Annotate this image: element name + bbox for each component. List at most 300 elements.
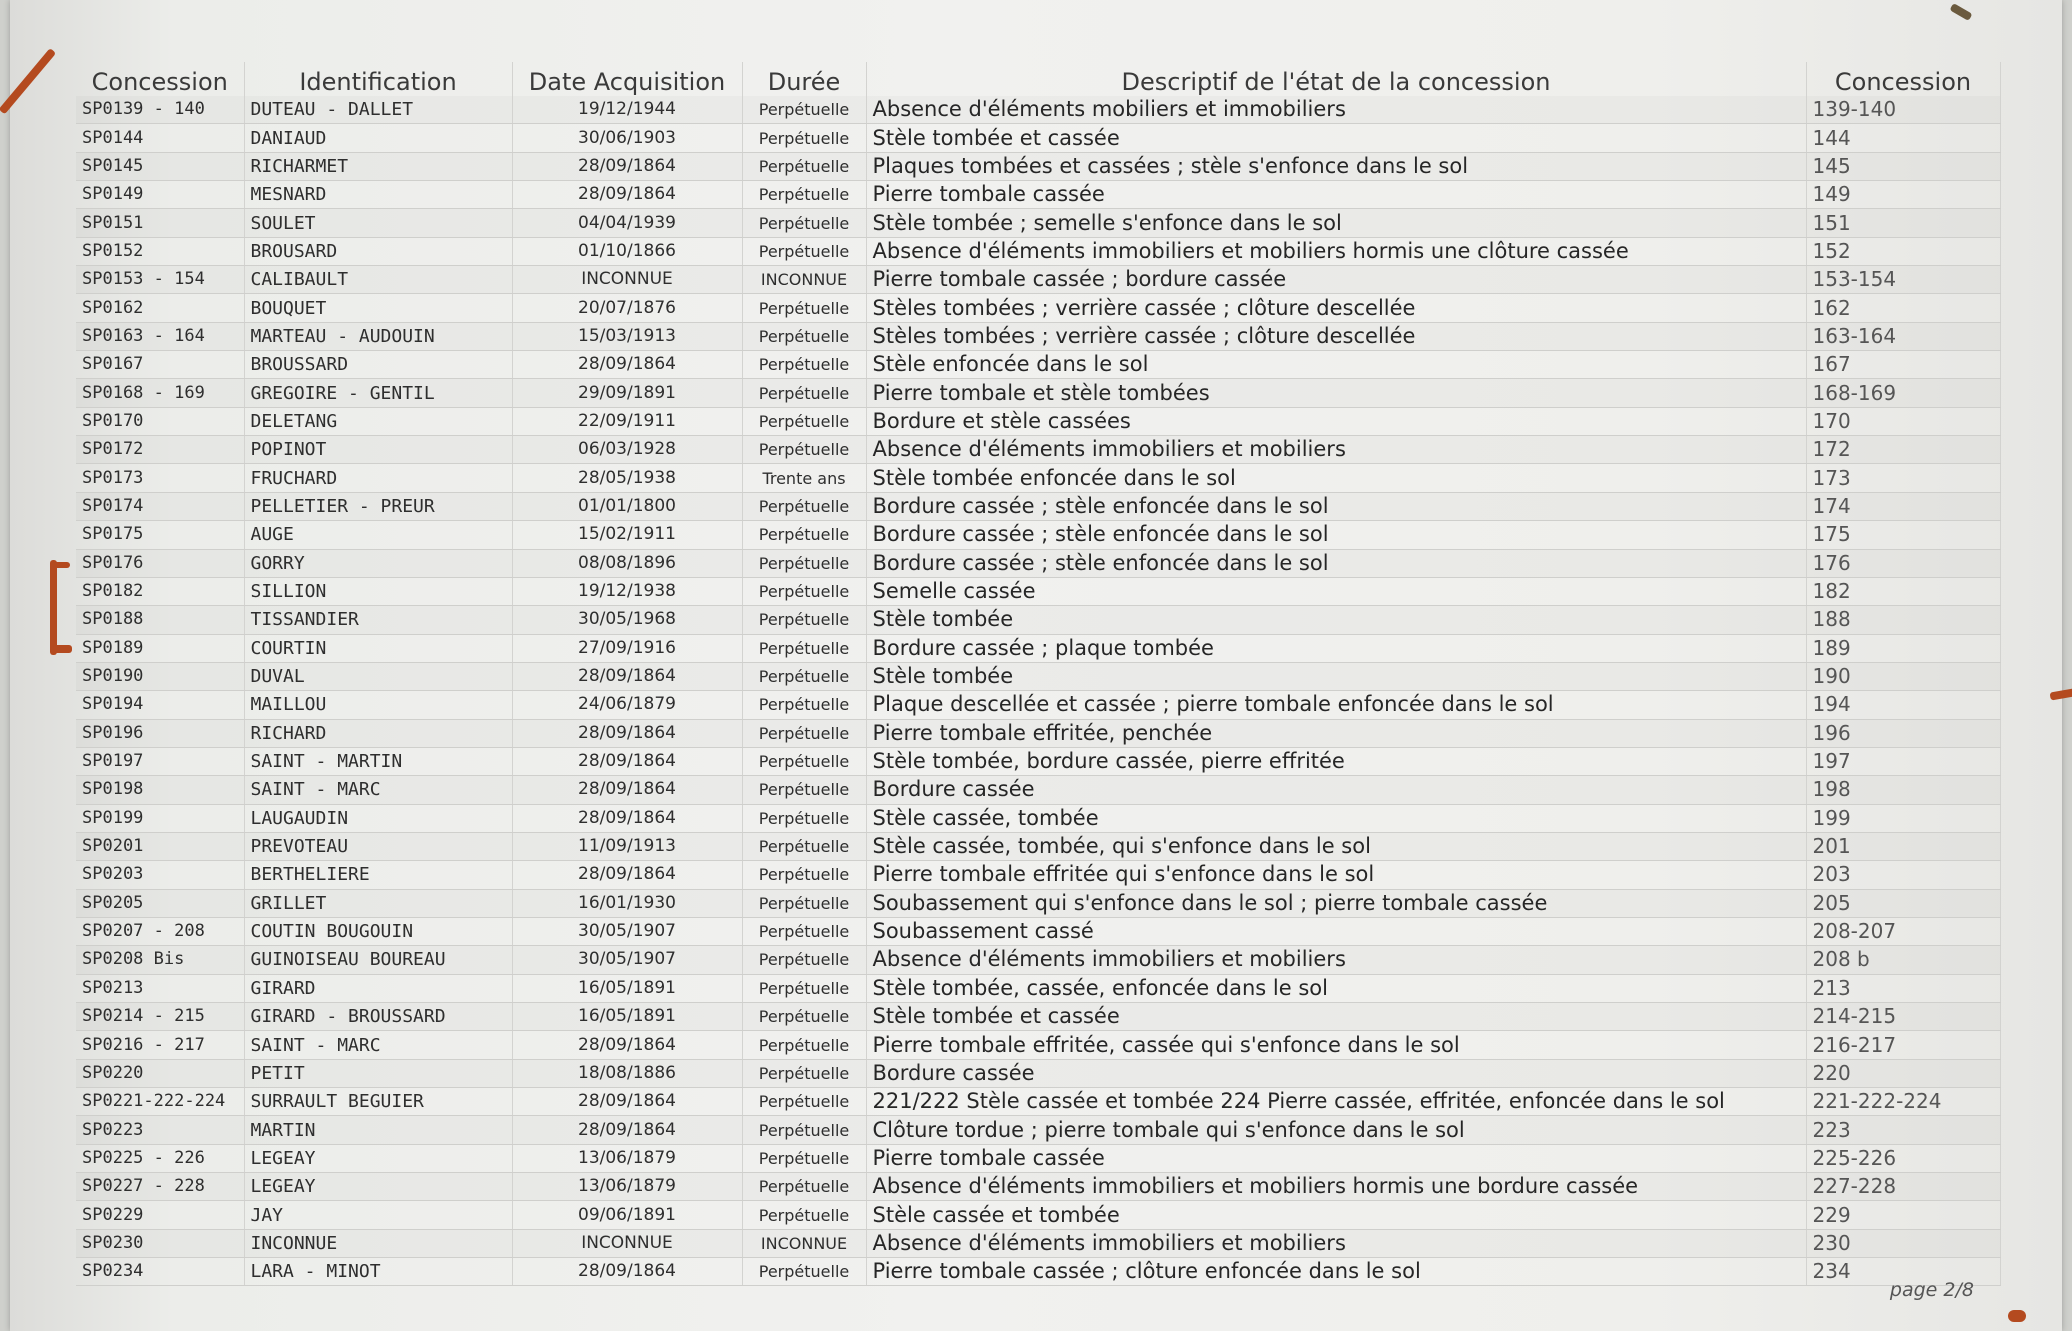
cell-identification: COURTIN [244,634,512,662]
cell-identification: FRUCHARD [244,464,512,492]
cell-date-acquisition: 16/05/1891 [512,974,742,1002]
cell-duree: Perpétuelle [742,946,866,974]
cell-identification: GORRY [244,549,512,577]
cell-concession-id: SP0168 - 169 [76,379,244,407]
cell-concession-number: 162 [1806,294,2000,322]
cell-concession-id: SP0189 [76,634,244,662]
cell-concession-id: SP0175 [76,521,244,549]
cell-duree: Perpétuelle [742,776,866,804]
cell-identification: MAILLOU [244,691,512,719]
cell-concession-number: 149 [1806,181,2000,209]
cell-descriptif: Absence d'éléments immobiliers et mobiliers hormis une bordure cassée [866,1173,1806,1201]
cell-descriptif: Stèle enfoncée dans le sol [866,351,1806,379]
cell-concession-number: 182 [1806,577,2000,605]
cell-identification: LAUGAUDIN [244,804,512,832]
column-header-date: Date Acquisition [512,62,742,96]
cell-duree: INCONNUE [742,266,866,294]
cell-date-acquisition: 01/01/1800 [512,492,742,520]
cell-duree: Perpétuelle [742,691,866,719]
cell-duree: Perpétuelle [742,1201,866,1229]
cell-duree: Perpétuelle [742,521,866,549]
cell-duree: Perpétuelle [742,747,866,775]
cell-concession-number: 227-228 [1806,1173,2000,1201]
cell-concession-number: 152 [1806,237,2000,265]
cell-duree: Perpétuelle [742,606,866,634]
cell-concession-id: SP0203 [76,861,244,889]
cell-concession-number: 151 [1806,209,2000,237]
cell-duree: Perpétuelle [742,861,866,889]
cell-identification: SURRAULT BEGUIER [244,1088,512,1116]
cell-date-acquisition: 06/03/1928 [512,436,742,464]
cell-descriptif: Pierre tombale effritée, cassée qui s'enfonce dans le sol [866,1031,1806,1059]
cell-descriptif: Plaques tombées et cassées ; stèle s'enfonce dans le sol [866,152,1806,180]
cell-descriptif: Bordure cassée ; stèle enfoncée dans le sol [866,492,1806,520]
cell-descriptif: Pierre tombale effritée qui s'enfonce dans le sol [866,861,1806,889]
cell-identification: MARTIN [244,1116,512,1144]
cell-descriptif: Plaque descellée et cassée ; pierre tombale enfoncée dans le sol [866,691,1806,719]
cell-concession-id: SP0151 [76,209,244,237]
cell-concession-number: 216-217 [1806,1031,2000,1059]
cell-date-acquisition: 13/06/1879 [512,1173,742,1201]
cell-concession-number: 199 [1806,804,2000,832]
table-row [76,889,2000,917]
table-row [76,152,2000,180]
cell-date-acquisition: 09/06/1891 [512,1201,742,1229]
cell-descriptif: Bordure cassée [866,776,1806,804]
cell-date-acquisition: 30/06/1903 [512,124,742,152]
cell-concession-number: 220 [1806,1059,2000,1087]
table-row [76,1229,2000,1257]
cell-descriptif: Bordure cassée ; stèle enfoncée dans le sol [866,521,1806,549]
table-row [76,96,2000,124]
cell-date-acquisition: 28/09/1864 [512,1031,742,1059]
cell-duree: Perpétuelle [742,1059,866,1087]
cell-duree: Perpétuelle [742,1258,866,1286]
cell-concession-number: 168-169 [1806,379,2000,407]
cell-identification: JAY [244,1201,512,1229]
cell-identification: SILLION [244,577,512,605]
table-row [76,237,2000,265]
cell-concession-id: SP0216 - 217 [76,1031,244,1059]
cell-date-acquisition: 15/02/1911 [512,521,742,549]
cell-date-acquisition: 30/05/1907 [512,946,742,974]
cell-identification: PETIT [244,1059,512,1087]
table-row [76,577,2000,605]
table-row [76,974,2000,1002]
table-row [76,549,2000,577]
table-row [76,124,2000,152]
cell-descriptif: Stèle tombée et cassée [866,124,1806,152]
cell-concession-number: 176 [1806,549,2000,577]
cell-concession-number: 167 [1806,351,2000,379]
cell-concession-id: SP0149 [76,181,244,209]
cell-identification: BOUQUET [244,294,512,322]
cell-descriptif: Clôture tordue ; pierre tombale qui s'enfonce dans le sol [866,1116,1806,1144]
table-row [76,719,2000,747]
table-row [76,464,2000,492]
cell-descriptif: Stèles tombées ; verrière cassée ; clôture descellée [866,294,1806,322]
cell-concession-number: 139-140 [1806,96,2000,124]
cell-descriptif: Absence d'éléments mobiliers et immobiliers [866,96,1806,124]
cell-duree: Perpétuelle [742,436,866,464]
cell-duree: Perpétuelle [742,549,866,577]
cell-concession-id: SP0144 [76,124,244,152]
cell-date-acquisition: 15/03/1913 [512,322,742,350]
cell-duree: Perpétuelle [742,719,866,747]
cell-descriptif: Pierre tombale cassée [866,1144,1806,1172]
cell-concession-number: 201 [1806,832,2000,860]
cell-concession-id: SP0199 [76,804,244,832]
pen-dot-mark [2008,1310,2026,1322]
table-row [76,181,2000,209]
cell-duree: Perpétuelle [742,804,866,832]
cell-concession-id: SP0221-222-224 [76,1088,244,1116]
cell-identification: PELLETIER - PREUR [244,492,512,520]
cell-date-acquisition: INCONNUE [512,266,742,294]
cell-date-acquisition: 13/06/1879 [512,1144,742,1172]
cell-duree: Perpétuelle [742,1031,866,1059]
cell-concession-id: SP0214 - 215 [76,1003,244,1031]
table-row [76,662,2000,690]
concession-table [76,62,2001,1286]
cell-concession-number: 196 [1806,719,2000,747]
cell-date-acquisition: 01/10/1866 [512,237,742,265]
cell-identification: MESNARD [244,181,512,209]
cell-identification: GRILLET [244,889,512,917]
cell-identification: COUTIN BOUGOUIN [244,917,512,945]
cell-descriptif: Absence d'éléments immobiliers et mobiliers [866,946,1806,974]
table-row [76,266,2000,294]
cell-date-acquisition: 18/08/1886 [512,1059,742,1087]
table-row [76,407,2000,435]
cell-duree: Perpétuelle [742,492,866,520]
cell-date-acquisition: 04/04/1939 [512,209,742,237]
cell-concession-id: SP0207 - 208 [76,917,244,945]
cell-date-acquisition: 28/09/1864 [512,861,742,889]
cell-identification: DELETANG [244,407,512,435]
cell-descriptif: Pierre tombale cassée ; bordure cassée [866,266,1806,294]
table-row [76,691,2000,719]
cell-concession-id: SP0225 - 226 [76,1144,244,1172]
cell-concession-id: SP0227 - 228 [76,1173,244,1201]
table-row [76,917,2000,945]
cell-concession-number: 208-207 [1806,917,2000,945]
cell-date-acquisition: 28/09/1864 [512,1088,742,1116]
table-row [76,1116,2000,1144]
cell-descriptif: Stèle tombée, cassée, enfoncée dans le sol [866,974,1806,1002]
cell-concession-number: 234 [1806,1258,2000,1286]
cell-duree: Perpétuelle [742,1003,866,1031]
cell-date-acquisition: 28/09/1864 [512,747,742,775]
cell-concession-number: 188 [1806,606,2000,634]
cell-concession-number: 205 [1806,889,2000,917]
cell-concession-number: 229 [1806,1201,2000,1229]
cell-concession-id: SP0197 [76,747,244,775]
cell-identification: SAINT - MARC [244,776,512,804]
cell-identification: DUTEAU - DALLET [244,96,512,124]
table-row [76,946,2000,974]
cell-concession-number: 213 [1806,974,2000,1002]
cell-date-acquisition: 30/05/1907 [512,917,742,945]
cell-date-acquisition: 19/12/1938 [512,577,742,605]
cell-concession-id: SP0201 [76,832,244,860]
cell-date-acquisition: 28/09/1864 [512,152,742,180]
cell-date-acquisition: 29/09/1891 [512,379,742,407]
cell-concession-number: 153-154 [1806,266,2000,294]
cell-concession-id: SP0139 - 140 [76,96,244,124]
cell-concession-number: 189 [1806,634,2000,662]
cell-concession-id: SP0145 [76,152,244,180]
cell-date-acquisition: 19/12/1944 [512,96,742,124]
cell-identification: SAINT - MARC [244,1031,512,1059]
cell-identification: DANIAUD [244,124,512,152]
cell-descriptif: Soubassement cassé [866,917,1806,945]
cell-concession-number: 173 [1806,464,2000,492]
cell-concession-id: SP0198 [76,776,244,804]
cell-duree: Perpétuelle [742,577,866,605]
cell-descriptif: Absence d'éléments immobiliers et mobiliers [866,436,1806,464]
cell-descriptif: Bordure cassée [866,1059,1806,1087]
cell-identification: GIRARD - BROUSSARD [244,1003,512,1031]
cell-identification: AUGE [244,521,512,549]
cell-concession-id: SP0152 [76,237,244,265]
cell-concession-id: SP0205 [76,889,244,917]
table-row [76,322,2000,350]
pen-bracket-top [50,562,70,568]
pen-check-mark [0,48,56,114]
cell-duree: Perpétuelle [742,237,866,265]
cell-concession-id: SP0174 [76,492,244,520]
cell-date-acquisition: 28/05/1938 [512,464,742,492]
cell-date-acquisition: 11/09/1913 [512,832,742,860]
cell-descriptif: 221/222 Stèle cassée et tombée 224 Pierre cassée, effritée, enfoncée dans le sol [866,1088,1806,1116]
cell-concession-number: 208 b [1806,946,2000,974]
cell-concession-id: SP0190 [76,662,244,690]
cell-identification: GREGOIRE - GENTIL [244,379,512,407]
cell-concession-id: SP0229 [76,1201,244,1229]
table-header-row [76,62,2000,96]
table-row [76,294,2000,322]
column-header-concession-number: Concession [1806,62,2000,96]
cell-duree: Perpétuelle [742,832,866,860]
cell-duree: Perpétuelle [742,322,866,350]
cell-descriptif: Stèle tombée [866,606,1806,634]
table-row [76,521,2000,549]
cell-identification: GIRARD [244,974,512,1002]
cell-identification: PREVOTEAU [244,832,512,860]
cell-concession-number: 170 [1806,407,2000,435]
cell-concession-id: SP0176 [76,549,244,577]
cell-descriptif: Bordure cassée ; plaque tombée [866,634,1806,662]
cell-identification: DUVAL [244,662,512,690]
cell-identification: LEGEAY [244,1173,512,1201]
cell-concession-number: 230 [1806,1229,2000,1257]
cell-identification: BERTHELIERE [244,861,512,889]
cell-concession-id: SP0213 [76,974,244,1002]
cell-date-acquisition: 28/09/1864 [512,1116,742,1144]
cell-descriptif: Bordure et stèle cassées [866,407,1806,435]
cell-date-acquisition: INCONNUE [512,1229,742,1257]
cell-concession-id: SP0167 [76,351,244,379]
cell-concession-number: 203 [1806,861,2000,889]
cell-date-acquisition: 28/09/1864 [512,776,742,804]
table-row [76,747,2000,775]
cell-concession-number: 172 [1806,436,2000,464]
cell-duree: INCONNUE [742,1229,866,1257]
cell-concession-id: SP0234 [76,1258,244,1286]
cell-concession-number: 190 [1806,662,2000,690]
table-row [76,1173,2000,1201]
pen-bracket-mark [50,560,57,655]
table-row [76,351,2000,379]
cell-concession-number: 175 [1806,521,2000,549]
cell-duree: Trente ans [742,464,866,492]
cell-date-acquisition: 20/07/1876 [512,294,742,322]
cell-concession-id: SP0153 - 154 [76,266,244,294]
table-row [76,832,2000,860]
table-row [76,1088,2000,1116]
cell-descriptif: Stèle tombée et cassée [866,1003,1806,1031]
cell-date-acquisition: 24/06/1879 [512,691,742,719]
table-row [76,1031,2000,1059]
table-row [76,436,2000,464]
cell-date-acquisition: 08/08/1896 [512,549,742,577]
table-row [76,1144,2000,1172]
cell-descriptif: Stèle cassée, tombée, qui s'enfonce dans le sol [866,832,1806,860]
cell-descriptif: Absence d'éléments immobiliers et mobiliers hormis une clôture cassée [866,237,1806,265]
cell-duree: Perpétuelle [742,917,866,945]
cell-identification: BROUSARD [244,237,512,265]
cell-identification: RICHARMET [244,152,512,180]
table-row [76,379,2000,407]
cell-concession-number: 145 [1806,152,2000,180]
table-row [76,1003,2000,1031]
cell-identification: SOULET [244,209,512,237]
pen-arrow-mark [2050,687,2072,700]
cell-concession-id: SP0162 [76,294,244,322]
cell-duree: Perpétuelle [742,1088,866,1116]
table-row [76,776,2000,804]
cell-concession-number: 221-222-224 [1806,1088,2000,1116]
cell-duree: Perpétuelle [742,407,866,435]
column-header-duree: Durée [742,62,866,96]
cell-duree: Perpétuelle [742,351,866,379]
cell-date-acquisition: 27/09/1916 [512,634,742,662]
cell-concession-number: 174 [1806,492,2000,520]
cell-duree: Perpétuelle [742,1144,866,1172]
cell-descriptif: Stèle tombée enfoncée dans le sol [866,464,1806,492]
cell-duree: Perpétuelle [742,889,866,917]
cell-descriptif: Pierre tombale cassée [866,181,1806,209]
cell-duree: Perpétuelle [742,974,866,1002]
cell-concession-id: SP0194 [76,691,244,719]
cell-date-acquisition: 28/09/1864 [512,181,742,209]
cell-duree: Perpétuelle [742,379,866,407]
column-header-concession: Concession [76,62,244,96]
table-row [76,209,2000,237]
cell-identification: LEGEAY [244,1144,512,1172]
table-row [76,1059,2000,1087]
cell-duree: Perpétuelle [742,181,866,209]
table-row [76,1201,2000,1229]
cell-identification: BROUSSARD [244,351,512,379]
cell-duree: Perpétuelle [742,209,866,237]
cell-concession-number: 144 [1806,124,2000,152]
cell-date-acquisition: 16/01/1930 [512,889,742,917]
cell-descriptif: Stèle cassée, tombée [866,804,1806,832]
cell-identification: RICHARD [244,719,512,747]
table-row [76,1258,2000,1286]
cell-descriptif: Bordure cassée ; stèle enfoncée dans le sol [866,549,1806,577]
cell-identification: MARTEAU - AUDOUIN [244,322,512,350]
cell-concession-number: 225-226 [1806,1144,2000,1172]
cell-descriptif: Stèles tombées ; verrière cassée ; clôture descellée [866,322,1806,350]
cell-concession-id: SP0182 [76,577,244,605]
cell-concession-number: 197 [1806,747,2000,775]
cell-descriptif: Semelle cassée [866,577,1806,605]
cell-descriptif: Pierre tombale cassée ; clôture enfoncée dans le sol [866,1258,1806,1286]
cell-identification: SAINT - MARTIN [244,747,512,775]
cell-descriptif: Stèle tombée [866,662,1806,690]
cell-identification: TISSANDIER [244,606,512,634]
cell-descriptif: Stèle cassée et tombée [866,1201,1806,1229]
cell-descriptif: Stèle tombée, bordure cassée, pierre effritée [866,747,1806,775]
cell-date-acquisition: 30/05/1968 [512,606,742,634]
table-row [76,861,2000,889]
cell-date-acquisition: 28/09/1864 [512,719,742,747]
cell-concession-id: SP0172 [76,436,244,464]
cell-concession-id: SP0220 [76,1059,244,1087]
cell-concession-number: 163-164 [1806,322,2000,350]
table-row [76,492,2000,520]
table-row [76,606,2000,634]
page-number: page 2/8 [1889,1279,1974,1301]
cell-concession-id: SP0196 [76,719,244,747]
cell-concession-number: 223 [1806,1116,2000,1144]
cell-duree: Perpétuelle [742,152,866,180]
cell-concession-id: SP0230 [76,1229,244,1257]
cell-descriptif: Pierre tombale effritée, penchée [866,719,1806,747]
table-row [76,634,2000,662]
cell-concession-number: 194 [1806,691,2000,719]
cell-descriptif: Pierre tombale et stèle tombées [866,379,1806,407]
cell-date-acquisition: 28/09/1864 [512,1258,742,1286]
cell-identification: GUINOISEAU BOUREAU [244,946,512,974]
cell-descriptif: Soubassement qui s'enfonce dans le sol ; pierre tombale cassée [866,889,1806,917]
table-row [76,804,2000,832]
cell-duree: Perpétuelle [742,662,866,690]
cell-concession-id: SP0223 [76,1116,244,1144]
cell-date-acquisition: 28/09/1864 [512,804,742,832]
cell-date-acquisition: 22/09/1911 [512,407,742,435]
cell-identification: POPINOT [244,436,512,464]
cell-concession-id: SP0188 [76,606,244,634]
cell-date-acquisition: 16/05/1891 [512,1003,742,1031]
cell-duree: Perpétuelle [742,294,866,322]
cell-descriptif: Stèle tombée ; semelle s'enfonce dans le sol [866,209,1806,237]
cell-concession-number: 214-215 [1806,1003,2000,1031]
cell-duree: Perpétuelle [742,1116,866,1144]
pen-bracket-foot [50,645,72,653]
cell-identification: CALIBAULT [244,266,512,294]
cell-date-acquisition: 28/09/1864 [512,662,742,690]
cell-identification: INCONNUE [244,1229,512,1257]
cell-duree: Perpétuelle [742,634,866,662]
cell-concession-id: SP0173 [76,464,244,492]
column-header-descriptif: Descriptif de l'état de la concession [866,62,1806,96]
staple-mark [1949,3,1972,21]
cell-concession-id: SP0208 Bis [76,946,244,974]
